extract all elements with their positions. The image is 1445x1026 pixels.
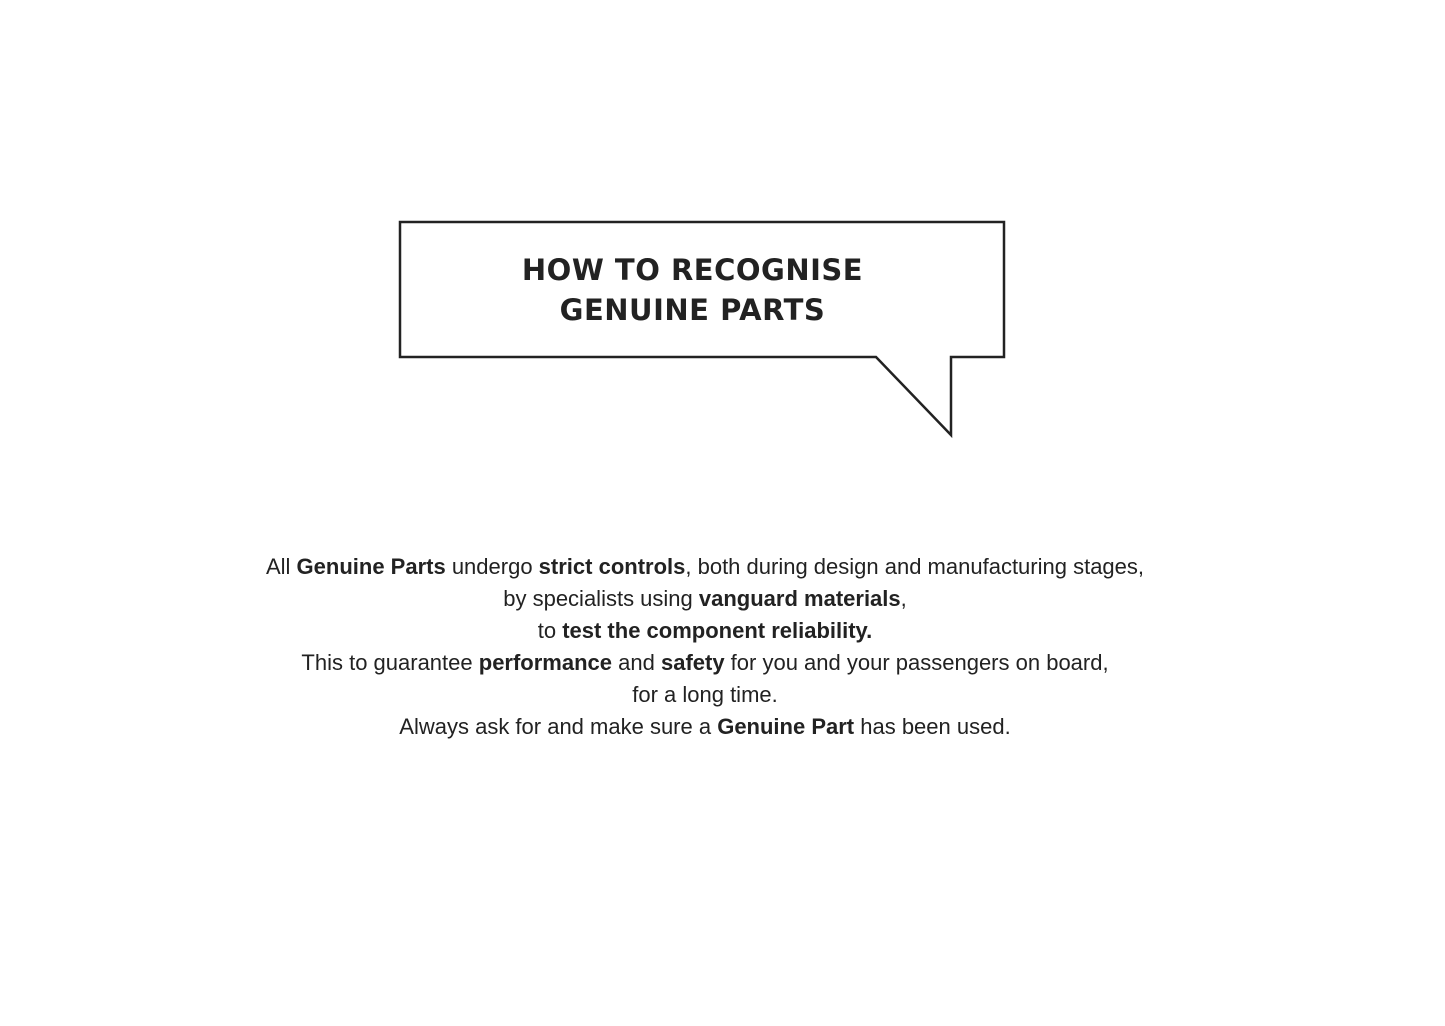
bold-run: performance xyxy=(478,650,613,675)
callout-title-line-1: HOW TO RECOGNISE xyxy=(521,252,864,287)
body-line-5 xyxy=(150,679,1260,711)
text-run: to xyxy=(537,618,563,643)
text-run: , xyxy=(900,586,907,611)
text-run: for a long time. xyxy=(632,682,778,707)
text-run: for you and your passengers on board, xyxy=(724,650,1109,675)
body-paragraph xyxy=(150,551,1260,743)
body-line-6 xyxy=(150,711,1260,743)
body-line-4 xyxy=(150,647,1260,679)
callout-title xyxy=(391,222,994,357)
bold-run: Genuine Parts xyxy=(296,554,446,579)
text-run: , both during design and manufacturing stages, xyxy=(685,554,1145,579)
bold-run: vanguard materials xyxy=(698,586,901,611)
bold-run: strict controls xyxy=(538,554,686,579)
bold-run: Genuine Part xyxy=(717,714,855,739)
text-run: Always ask for and make sure a xyxy=(399,714,718,739)
text-run: has been used. xyxy=(854,714,1011,739)
body-line-2 xyxy=(150,583,1260,615)
body-line-1 xyxy=(150,551,1260,583)
bold-run: test the component reliability. xyxy=(562,618,873,643)
text-run: All xyxy=(265,554,297,579)
text-run: This to guarantee xyxy=(301,650,479,675)
text-run: undergo xyxy=(445,554,539,579)
text-run: and xyxy=(612,650,661,675)
bold-run: safety xyxy=(660,650,725,675)
body-line-3 xyxy=(150,615,1260,647)
text-run: by specialists using xyxy=(503,586,699,611)
callout-title-line-2: GENUINE PARTS xyxy=(559,292,826,327)
